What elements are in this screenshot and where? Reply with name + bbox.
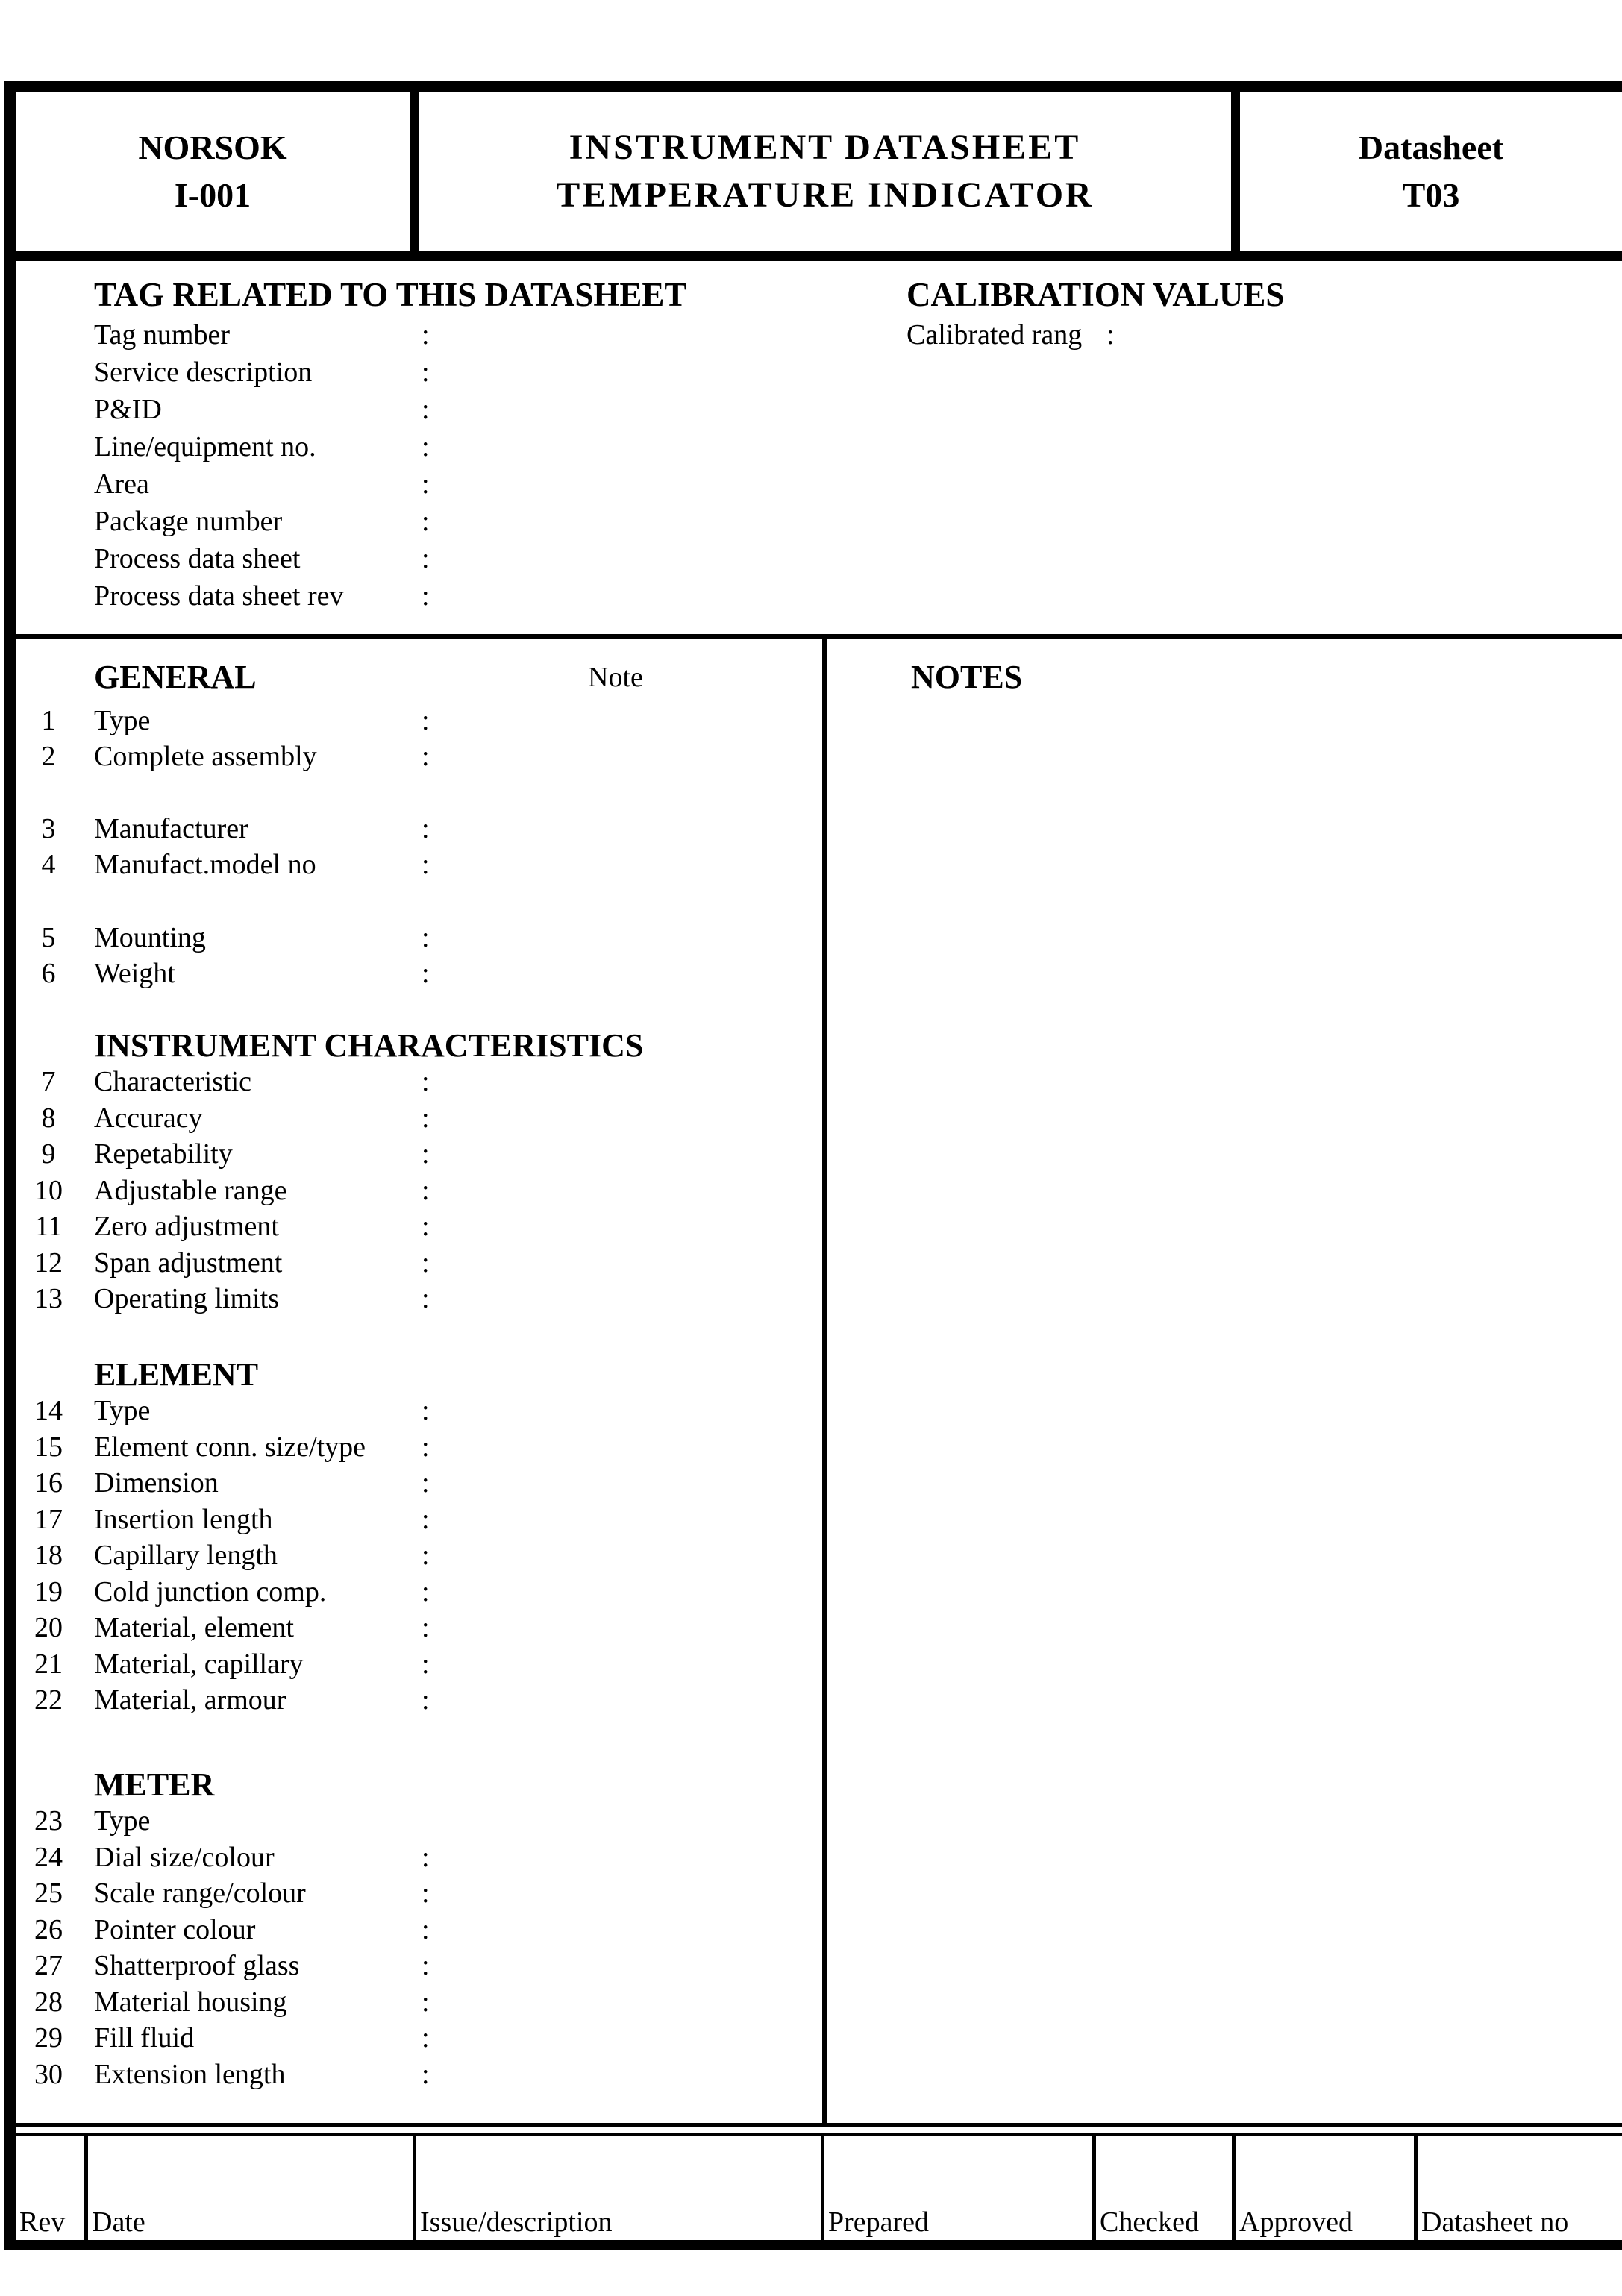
tag-row	[0, 502, 1622, 541]
footer-cell-label: Prepared	[828, 2206, 930, 2238]
footer-cell-label: Issue/description	[420, 2206, 613, 2238]
spec-row-label: Dial size/colour	[94, 1842, 275, 1873]
calibration-section-heading: CALIBRATION VALUES	[906, 276, 1285, 313]
spec-row-colon: :	[422, 922, 430, 953]
tag-row-colon: :	[422, 394, 430, 425]
tag-row	[0, 427, 1622, 466]
spec-row-label: Material, element	[94, 1612, 294, 1643]
tag-row	[0, 353, 1622, 392]
spec-row-label: Type	[94, 1805, 151, 1837]
footer-cell	[1236, 2136, 1414, 2240]
spec-row-number: 2	[41, 741, 56, 772]
header-title-cell	[419, 92, 1231, 251]
spec-row-colon: :	[422, 1649, 430, 1680]
calibration-row	[0, 316, 1622, 354]
spec-row	[0, 1983, 1622, 2021]
spec-row	[0, 1572, 1622, 1611]
tag-row-colon: :	[422, 506, 430, 537]
tag-row-colon: :	[422, 580, 430, 612]
spec-row-label: Type	[94, 705, 151, 736]
spec-row-colon: :	[422, 1878, 430, 1909]
document-title-line2: TEMPERATURE INDICATOR	[556, 175, 1094, 215]
spec-row-colon: :	[422, 1504, 430, 1535]
spec-row-colon: :	[422, 1431, 430, 1463]
header-divider-right	[1231, 92, 1240, 251]
spec-row-colon: :	[422, 1914, 430, 1945]
separator-tag-main	[4, 634, 1622, 639]
tag-section-heading: TAG RELATED TO THIS DATASHEET	[94, 276, 687, 313]
spec-row-number: 7	[41, 1066, 56, 1097]
spec-row-number: 17	[34, 1504, 63, 1535]
spec-row-number: 10	[34, 1175, 63, 1206]
spec-row-colon: :	[422, 1283, 430, 1314]
spec-row	[0, 1207, 1622, 1246]
header-standard-cell	[16, 92, 410, 251]
spec-row	[0, 1500, 1622, 1539]
tag-row-label: Tag number	[94, 319, 231, 351]
spec-row-colon: :	[422, 1395, 430, 1426]
spec-row	[0, 918, 1622, 957]
border-bottom	[4, 2240, 1622, 2250]
spec-row-number: 12	[34, 1247, 63, 1279]
spec-row-label: Scale range/colour	[94, 1878, 306, 1909]
tag-row	[0, 465, 1622, 504]
spec-row-number: 8	[41, 1102, 56, 1134]
header-divider-left	[410, 92, 419, 251]
footer-cell	[88, 2136, 413, 2240]
spec-row-number: 18	[34, 1540, 63, 1571]
section-heading: METER	[94, 1766, 215, 1803]
spec-row-colon: :	[422, 1066, 430, 1097]
document-title-line1: INSTRUMENT DATASHEET	[569, 128, 1081, 167]
border-top	[4, 81, 1622, 92]
spec-row-colon: :	[422, 1842, 430, 1873]
spec-row-colon: :	[422, 1576, 430, 1607]
spec-row	[0, 1464, 1622, 1502]
spec-row	[0, 954, 1622, 993]
spec-row-label: Zero adjustment	[94, 1211, 279, 1242]
spec-row-colon: :	[422, 813, 430, 844]
footer-cell-label: Date	[92, 2206, 145, 2238]
border-main-bottom	[4, 2123, 1622, 2127]
datasheet-number: T03	[1402, 176, 1460, 214]
spec-row-label: Adjustable range	[94, 1175, 287, 1206]
spec-row-colon: :	[422, 958, 430, 989]
spec-row-colon: :	[422, 1684, 430, 1716]
spec-row-number: 3	[41, 813, 56, 844]
spec-row	[0, 1428, 1622, 1467]
spec-row-label: Characteristic	[94, 1066, 252, 1097]
spec-row-number: 22	[34, 1684, 63, 1716]
section-heading: ELEMENT	[94, 1356, 259, 1393]
spec-row-colon: :	[422, 849, 430, 880]
spec-row-number: 23	[34, 1805, 63, 1837]
spec-row-colon: :	[422, 1467, 430, 1499]
spec-row	[0, 1608, 1622, 1647]
spec-row-number: 1	[41, 705, 56, 736]
footer-cell-label: Rev	[19, 2206, 66, 2238]
spec-row-colon: :	[422, 1211, 430, 1242]
footer-cell-label: Checked	[1100, 2206, 1199, 2238]
tag-row-label: Package number	[94, 506, 283, 537]
spec-row-label: Manufacturer	[94, 813, 248, 844]
spec-row	[0, 2019, 1622, 2057]
spec-row-number: 19	[34, 1576, 63, 1607]
spec-row-label: Pointer colour	[94, 1914, 256, 1945]
spec-row	[0, 737, 1622, 776]
spec-row-label: Material, armour	[94, 1684, 286, 1716]
tag-row-colon: :	[422, 468, 430, 500]
spec-row-colon: :	[422, 741, 430, 772]
standard-name: NORSOK	[138, 128, 287, 166]
spec-row-label: Accuracy	[94, 1102, 203, 1134]
spec-row-colon: :	[422, 1175, 430, 1206]
spec-row-colon: :	[422, 2059, 430, 2090]
tag-row-label: Line/equipment no.	[94, 431, 316, 462]
tag-row-colon: :	[422, 543, 430, 574]
spec-row-colon: :	[422, 1247, 430, 1279]
spec-row-label: Span adjustment	[94, 1247, 283, 1279]
footer-cell	[16, 2136, 84, 2240]
spec-row	[0, 845, 1622, 884]
border-header-bottom	[4, 251, 1622, 261]
spec-row-label: Extension length	[94, 2059, 286, 2090]
spec-row	[0, 1135, 1622, 1173]
calibration-row-label: Calibrated rang	[906, 319, 1083, 351]
spec-row-label: Type	[94, 1395, 151, 1426]
tag-row-label: Process data sheet rev	[94, 580, 344, 612]
spec-row-number: 11	[34, 1211, 63, 1242]
spec-row	[0, 1946, 1622, 1985]
spec-row	[0, 1243, 1622, 1282]
spec-row-number: 29	[34, 2022, 63, 2054]
spec-row-colon: :	[422, 1102, 430, 1134]
spec-row	[0, 2055, 1622, 2094]
spec-row-colon: :	[422, 1612, 430, 1643]
spec-row-number: 20	[34, 1612, 63, 1643]
spec-row	[0, 1801, 1622, 1840]
spec-row	[0, 809, 1622, 848]
spec-row-number: 26	[34, 1914, 63, 1945]
spec-row-colon: :	[422, 705, 430, 736]
note-column-header: Note	[588, 662, 643, 693]
standard-number: I-001	[174, 176, 251, 214]
spec-row-number: 15	[34, 1431, 63, 1463]
spec-row-number: 9	[41, 1138, 56, 1170]
spec-row-label: Insertion length	[94, 1504, 273, 1535]
tag-row	[0, 539, 1622, 578]
spec-row-number: 24	[34, 1842, 63, 1873]
spec-row-colon: :	[422, 1540, 430, 1571]
spec-row	[0, 1681, 1622, 1719]
tag-row	[0, 390, 1622, 429]
spec-row-colon: :	[422, 1950, 430, 1981]
spec-row-label: Complete assembly	[94, 741, 317, 772]
spec-row-label: Manufact.model no	[94, 849, 316, 880]
spec-row-number: 21	[34, 1649, 63, 1680]
spec-row	[0, 1062, 1622, 1101]
section-heading: GENERAL	[94, 659, 257, 695]
calibration-row-colon: :	[1106, 319, 1115, 351]
spec-row-number: 6	[41, 958, 56, 989]
footer-cell-label: Approved	[1239, 2206, 1353, 2238]
spec-row-number: 25	[34, 1878, 63, 1909]
tag-row-label: Service description	[94, 357, 313, 388]
footer-cell	[824, 2136, 1092, 2240]
spec-row-number: 28	[34, 1986, 63, 2018]
spec-row	[0, 1391, 1622, 1430]
spec-row-label: Dimension	[94, 1467, 219, 1499]
spec-row-label: Mounting	[94, 922, 206, 953]
spec-row-label: Cold junction comp.	[94, 1576, 327, 1607]
spec-row	[0, 1171, 1622, 1210]
footer-cell	[416, 2136, 821, 2240]
spec-row-label: Material housing	[94, 1986, 287, 2018]
tag-row-colon: :	[422, 319, 430, 351]
spec-row-label: Material, capillary	[94, 1649, 304, 1680]
spec-row-number: 13	[34, 1283, 63, 1314]
spec-row	[0, 1874, 1622, 1913]
spec-row-label: Shatterproof glass	[94, 1950, 300, 1981]
spec-row-colon: :	[422, 1138, 430, 1170]
spec-row-label: Operating limits	[94, 1283, 280, 1314]
spec-row-label: Capillary length	[94, 1540, 278, 1571]
tag-row	[0, 577, 1622, 615]
spec-row-label: Weight	[94, 958, 175, 989]
tag-row-label: Process data sheet	[94, 543, 301, 574]
datasheet-label: Datasheet	[1358, 128, 1504, 166]
spec-row-colon: :	[422, 1986, 430, 2018]
spec-row-colon: :	[422, 2022, 430, 2054]
spec-row	[0, 1279, 1622, 1318]
spec-row-label: Element conn. size/type	[94, 1431, 366, 1463]
spec-row-number: 16	[34, 1467, 63, 1499]
spec-row	[0, 1838, 1622, 1877]
spec-row-number: 5	[41, 922, 56, 953]
tag-row-colon: :	[422, 431, 430, 462]
header-datasheet-cell	[1240, 92, 1622, 251]
footer-cell-label: Datasheet no	[1421, 2206, 1569, 2238]
tag-row-label: P&ID	[94, 394, 162, 425]
tag-row-label: Area	[94, 468, 149, 500]
spec-row-label: Fill fluid	[94, 2022, 195, 2054]
spec-row-label: Repetability	[94, 1138, 233, 1170]
spec-row-number: 14	[34, 1395, 63, 1426]
spec-row-number: 4	[41, 849, 56, 880]
spec-row	[0, 1099, 1622, 1138]
spec-row-number: 27	[34, 1950, 63, 1981]
tag-row-colon: :	[422, 357, 430, 388]
spec-row-number: 30	[34, 2059, 63, 2090]
footer-cell	[1418, 2136, 1622, 2240]
footer-cell	[1096, 2136, 1232, 2240]
spec-row	[0, 1910, 1622, 1949]
spec-row	[0, 1645, 1622, 1684]
section-heading: INSTRUMENT CHARACTERISTICS	[94, 1027, 644, 1064]
spec-row	[0, 1536, 1622, 1575]
spec-row	[0, 701, 1622, 740]
notes-heading: NOTES	[911, 659, 1023, 695]
